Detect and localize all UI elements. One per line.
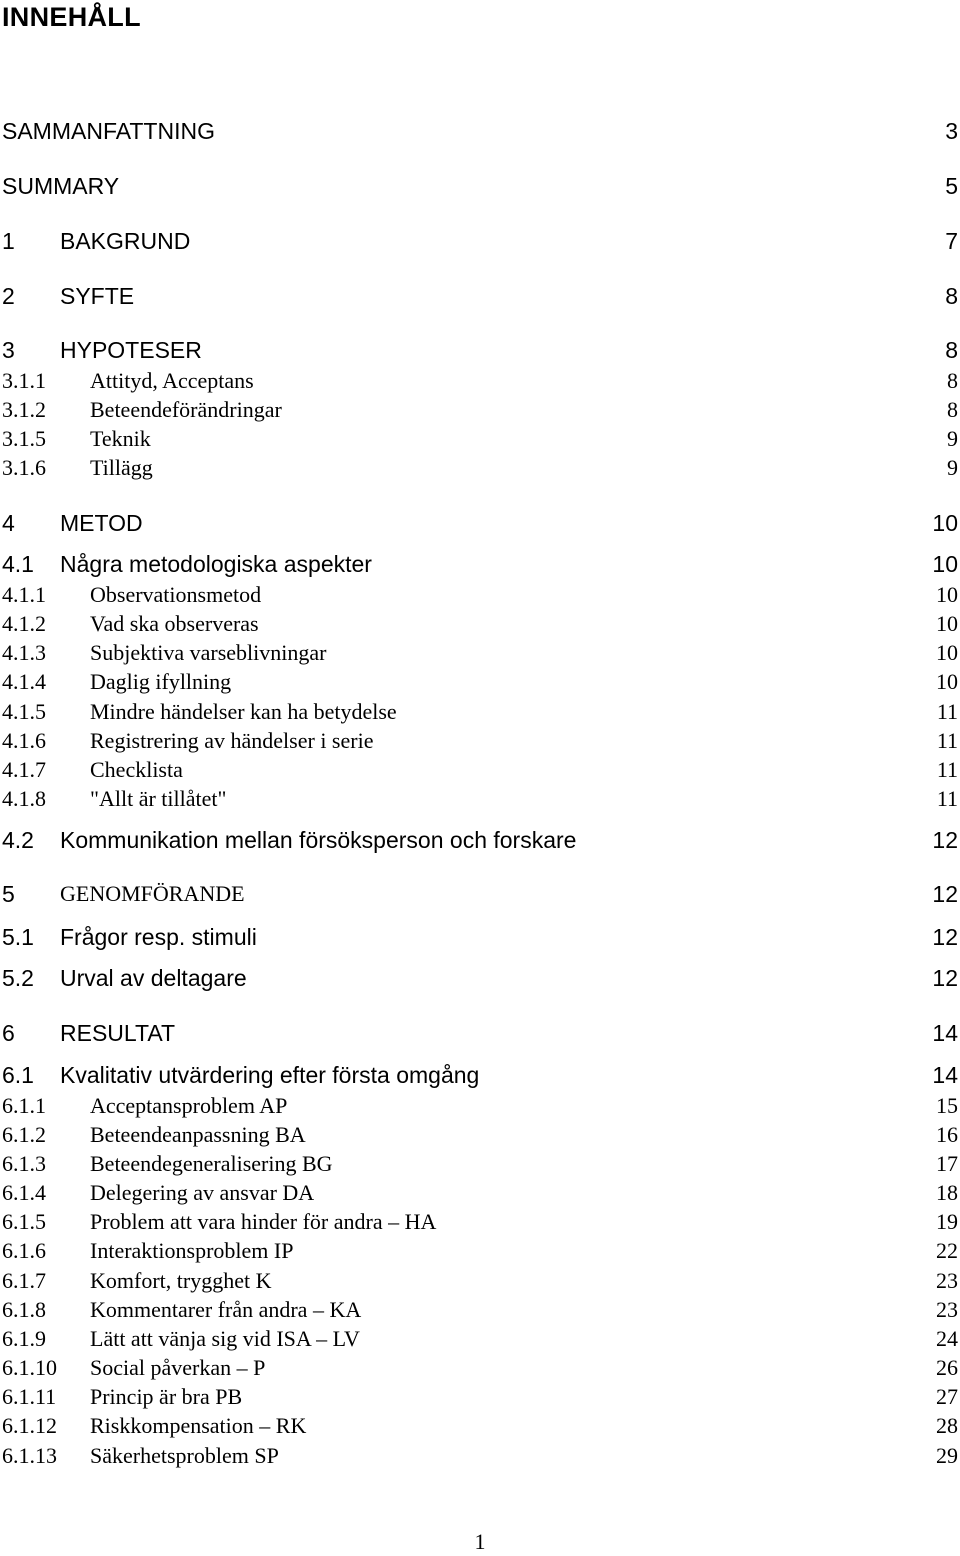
toc-entry-number: 6.1.11 xyxy=(2,1384,57,1409)
toc-entry-label: Beteendeanpassning BA xyxy=(90,1122,306,1147)
toc-entry-label: Lätt att vänja sig vid ISA – LV xyxy=(90,1326,360,1351)
toc-entry-label: Attityd, Acceptans xyxy=(90,368,254,393)
toc-entry-number: 6.1.9 xyxy=(2,1326,46,1351)
toc-entry-number: 6.1.2 xyxy=(2,1122,46,1147)
toc-entry-label: SAMMANFATTNING xyxy=(2,118,215,144)
toc-title: INNEHÅLL xyxy=(2,2,141,32)
toc-entry-number: 4.1.8 xyxy=(2,786,46,811)
toc-entry-label: Tillägg xyxy=(90,455,153,480)
toc-entry-label: Beteendeförändringar xyxy=(90,397,282,422)
toc-entry-number: 6.1.4 xyxy=(2,1180,46,1205)
toc-entry-page: 11 xyxy=(936,757,958,782)
toc-entry-page: 11 xyxy=(936,699,958,724)
toc-entry-page: 14 xyxy=(932,1062,958,1088)
toc-entry-page: 23 xyxy=(936,1297,958,1322)
toc-entry-label: Acceptansproblem AP xyxy=(90,1093,288,1118)
toc-entry-label: GENOMFÖRANDE xyxy=(60,881,245,906)
toc-entry-label: Riskkompensation – RK xyxy=(90,1413,307,1438)
toc-entry-page: 11 xyxy=(936,728,958,753)
toc-entry-page: 11 xyxy=(936,786,958,811)
toc-entry-page: 8 xyxy=(947,368,958,393)
toc-entry-page: 8 xyxy=(947,397,958,422)
toc-entry-number: 6 xyxy=(2,1020,15,1046)
toc-entry-number: 6.1.3 xyxy=(2,1151,46,1176)
toc-entry-page: 12 xyxy=(932,881,958,907)
toc-entry-label: Delegering av ansvar DA xyxy=(90,1180,315,1205)
toc-entry-label: Kommentarer från andra – KA xyxy=(90,1297,362,1322)
toc-entry-number: 6.1.1 xyxy=(2,1093,46,1118)
toc-entry-label: BAKGRUND xyxy=(60,228,191,254)
toc-entry-page: 24 xyxy=(936,1326,958,1351)
toc-entry-page: 28 xyxy=(936,1413,958,1438)
toc-entry-label: Problem att vara hinder för andra – HA xyxy=(90,1209,437,1234)
toc-entry-number: 4.1.5 xyxy=(2,699,46,724)
toc-entry-label: Säkerhetsproblem SP xyxy=(90,1443,279,1468)
toc-entry-page: 10 xyxy=(936,669,958,694)
toc-entry-page: 10 xyxy=(936,582,958,607)
toc-entry-page: 10 xyxy=(932,551,958,577)
toc-entry-number: 3.1.5 xyxy=(2,426,46,451)
toc-entry-page: 14 xyxy=(932,1020,958,1046)
toc-entry-page: 8 xyxy=(945,283,958,309)
toc-entry-page: 8 xyxy=(945,337,958,363)
toc-entry-number: 5.1 xyxy=(2,924,34,950)
toc-entry-label: Princip är bra PB xyxy=(90,1384,243,1409)
toc-entry-number: 3.1.6 xyxy=(2,455,46,480)
toc-entry-number: 4 xyxy=(2,510,15,536)
toc-entry-page: 15 xyxy=(936,1093,958,1118)
toc-entry-page: 19 xyxy=(936,1209,958,1234)
toc-entry-number: 6.1.6 xyxy=(2,1238,46,1263)
toc-entry-number: 6.1.10 xyxy=(2,1355,57,1380)
toc-entry-number: 1 xyxy=(2,228,15,254)
toc-entry-page: 17 xyxy=(936,1151,958,1176)
toc-entry-page: 9 xyxy=(947,426,958,451)
toc-entry-label: Observationsmetod xyxy=(90,582,262,607)
toc-entry-number: 4.1 xyxy=(2,551,34,577)
toc-entry-label: Vad ska observeras xyxy=(90,611,259,636)
toc-entry-page: 22 xyxy=(936,1238,958,1263)
toc-entry-page: 3 xyxy=(945,118,958,144)
toc-entry-label: Social påverkan – P xyxy=(90,1355,266,1380)
toc-entry-label: Frågor resp. stimuli xyxy=(60,924,257,950)
toc-entry-number: 2 xyxy=(2,283,15,309)
toc-entry-label: SYFTE xyxy=(60,283,135,309)
toc-entry-label: SUMMARY xyxy=(2,173,120,199)
toc-entry-label: Interaktionsproblem IP xyxy=(90,1238,294,1263)
toc-entry-number: 6.1.12 xyxy=(2,1413,57,1438)
toc-entry-number: 5.2 xyxy=(2,965,34,991)
toc-entry-page: 9 xyxy=(947,455,958,480)
toc-entry-label: "Allt är tillåtet" xyxy=(90,786,227,811)
toc-entry-number: 4.1.4 xyxy=(2,669,46,694)
toc-entry-page: 26 xyxy=(936,1355,958,1380)
toc-entry-number: 4.1.2 xyxy=(2,611,46,636)
toc-entry-number: 6.1.13 xyxy=(2,1443,57,1468)
toc-entry-number: 4.1.1 xyxy=(2,582,46,607)
toc-entry-label: Några metodologiska aspekter xyxy=(60,551,372,577)
toc-entry-page: 12 xyxy=(932,965,958,991)
toc-entry-label: Kvalitativ utvärdering efter första omgång xyxy=(60,1062,480,1088)
toc-entry-number: 3.1.2 xyxy=(2,397,46,422)
toc-entry-page: 10 xyxy=(936,640,958,665)
toc-entry-label: Teknik xyxy=(90,426,151,451)
toc-entry-label: Kommunikation mellan försöksperson och forskare xyxy=(60,827,577,853)
toc-entry-label: RESULTAT xyxy=(60,1020,176,1046)
toc-entry-number: 3 xyxy=(2,337,15,363)
toc-entry-number: 4.1.6 xyxy=(2,728,46,753)
toc-entry-page: 5 xyxy=(945,173,958,199)
toc-entry-page: 23 xyxy=(936,1268,958,1293)
toc-entry-page: 10 xyxy=(932,510,958,536)
toc-entry-label: Subjektiva varseblivningar xyxy=(90,640,327,665)
toc-entry-number: 4.1.7 xyxy=(2,757,46,782)
toc-entry-number: 4.1.3 xyxy=(2,640,46,665)
toc-entry-label: METOD xyxy=(60,510,143,536)
toc-entry-page: 12 xyxy=(932,827,958,853)
toc-entry-page: 10 xyxy=(936,611,958,636)
toc-entry-label: Komfort, trygghet K xyxy=(90,1268,272,1293)
toc-entry-page: 18 xyxy=(936,1180,958,1205)
toc-entry-label: Registrering av händelser i serie xyxy=(90,728,374,753)
toc-entry-number: 5 xyxy=(2,881,15,907)
toc-entry-number: 6.1.8 xyxy=(2,1297,46,1322)
toc-entry-page: 29 xyxy=(936,1443,958,1468)
toc-entry-page: 7 xyxy=(945,228,958,254)
toc-entry-label: Daglig ifyllning xyxy=(90,669,232,694)
page-number: 1 xyxy=(474,1529,486,1554)
toc-entry-label: Checklista xyxy=(90,757,183,782)
toc-entry-page: 16 xyxy=(936,1122,958,1147)
toc-entry-number: 6.1 xyxy=(2,1062,34,1088)
toc-entry-page: 27 xyxy=(936,1384,958,1409)
toc-entry-label: Urval av deltagare xyxy=(60,965,247,991)
toc-entry-label: Beteendegeneralisering BG xyxy=(90,1151,333,1176)
toc-entry-label: Mindre händelser kan ha betydelse xyxy=(90,699,397,724)
toc-entry-label: HYPOTESER xyxy=(60,337,202,363)
toc-entry-number: 3.1.1 xyxy=(2,368,46,393)
toc-entry-page: 12 xyxy=(932,924,958,950)
toc-entry-number: 4.2 xyxy=(2,827,34,853)
toc-entry-number: 6.1.7 xyxy=(2,1268,46,1293)
toc-entry-number: 6.1.5 xyxy=(2,1209,46,1234)
